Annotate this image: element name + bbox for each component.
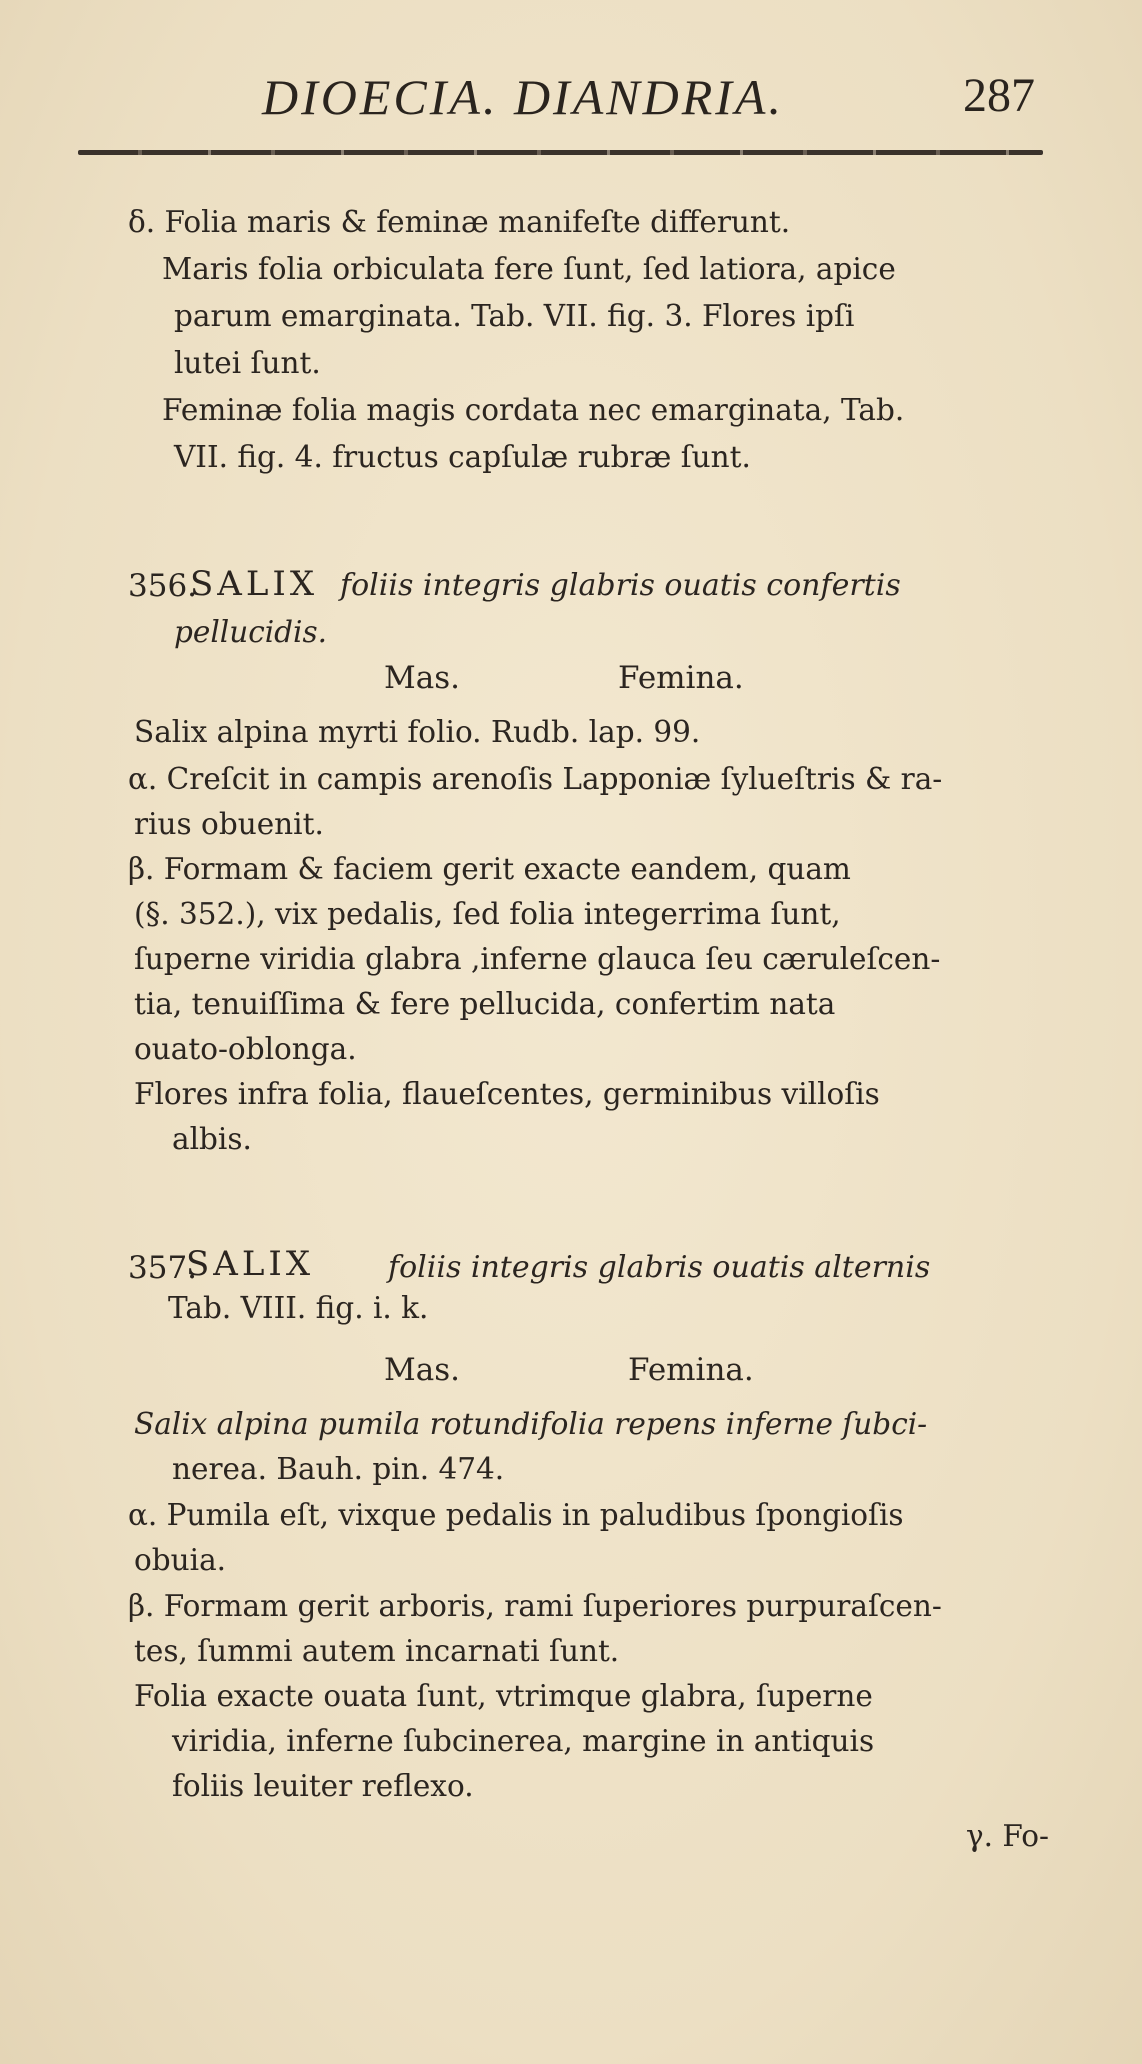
header-rule: [78, 150, 1043, 155]
diagnosis: foliis integris glabris ouatis confertis: [340, 568, 901, 603]
text-line: parum emarginata. Tab. VII. fig. 3. Flores ipſi: [174, 299, 855, 333]
running-title: DIOECIA. DIANDRIA.: [262, 69, 784, 125]
text-line: Maris folia orbiculata fere ſunt, ſed latiora, apice: [162, 252, 896, 286]
synonym-cont: nerea. Bauh. pin. 474.: [172, 1452, 505, 1486]
text-line: β. Formam gerit arboris, rami ſuperiores purpuraſcen-: [128, 1589, 942, 1623]
entry-number: 357.: [128, 1250, 198, 1286]
text-line: Flores infra folia, flaueſcentes, germinibus villoſis: [134, 1077, 880, 1111]
text-line: ouato-oblonga.: [134, 1032, 357, 1066]
text-line: VII. fig. 4. fructus capſulæ rubræ ſunt.: [174, 440, 751, 474]
label-mas: Mas.: [384, 1352, 460, 1388]
page-number: 287: [963, 69, 1035, 122]
text-line: tia, tenuiſſima & fere pellucida, confertim nata: [134, 987, 836, 1021]
text-line: lutei ſunt.: [174, 346, 321, 380]
text-line: α. Creſcit in campis arenoſis Lapponiæ ſylueſtris & ra-: [128, 762, 943, 796]
label-mas: Mas.: [384, 660, 460, 696]
diagnosis: foliis integris glabris ouatis alternis: [388, 1250, 931, 1285]
text-line: ſuperne viridia glabra ,inferne glauca ſeu cæruleſcen-: [134, 942, 941, 976]
text-line: albis.: [172, 1122, 252, 1156]
diagnosis-cont: pellucidis.: [174, 615, 328, 649]
label-femina: Femina.: [618, 660, 744, 696]
synonym: Salix alpina myrti folio. Rudb. lap. 99.: [134, 715, 701, 749]
text-line: viridia, inferne ſubcinerea, margine in antiquis: [172, 1724, 875, 1758]
text-line: Feminæ folia magis cordata nec emarginata, Tab.: [162, 393, 905, 427]
text-line: α. Pumila eſt, vixque pedalis in paludibus ſpongioſis: [128, 1498, 904, 1532]
text-line: tes, ſummi autem incarnati ſunt.: [134, 1634, 620, 1668]
table-reference: Tab. VIII. fig. i. k.: [168, 1291, 429, 1325]
text-line: rius obuenit.: [134, 807, 324, 841]
page-header: [0, 66, 1142, 126]
catchword: γ. Fo-: [966, 1819, 1049, 1853]
genus-name: SALIX: [186, 1244, 315, 1284]
label-femina: Femina.: [628, 1352, 754, 1388]
text-line: (§. 352.), vix pedalis, ſed folia integerrima ſunt,: [134, 897, 841, 931]
genus-name: SALIX: [190, 564, 319, 604]
text-line: δ. Folia maris & feminæ manifeſte differunt.: [128, 205, 791, 239]
text-line: β. Formam & faciem gerit exacte eandem, quam: [128, 852, 851, 886]
synonym: Salix alpina pumila rotundifolia repens inferne ſubci-: [134, 1407, 928, 1441]
text-line: obuia.: [134, 1543, 227, 1577]
text-line: Folia exacte ouata ſunt, vtrimque glabra, ſuperne: [134, 1679, 873, 1713]
entry-number: 356.: [128, 568, 198, 604]
text-line: foliis leuiter reflexo.: [172, 1769, 474, 1803]
